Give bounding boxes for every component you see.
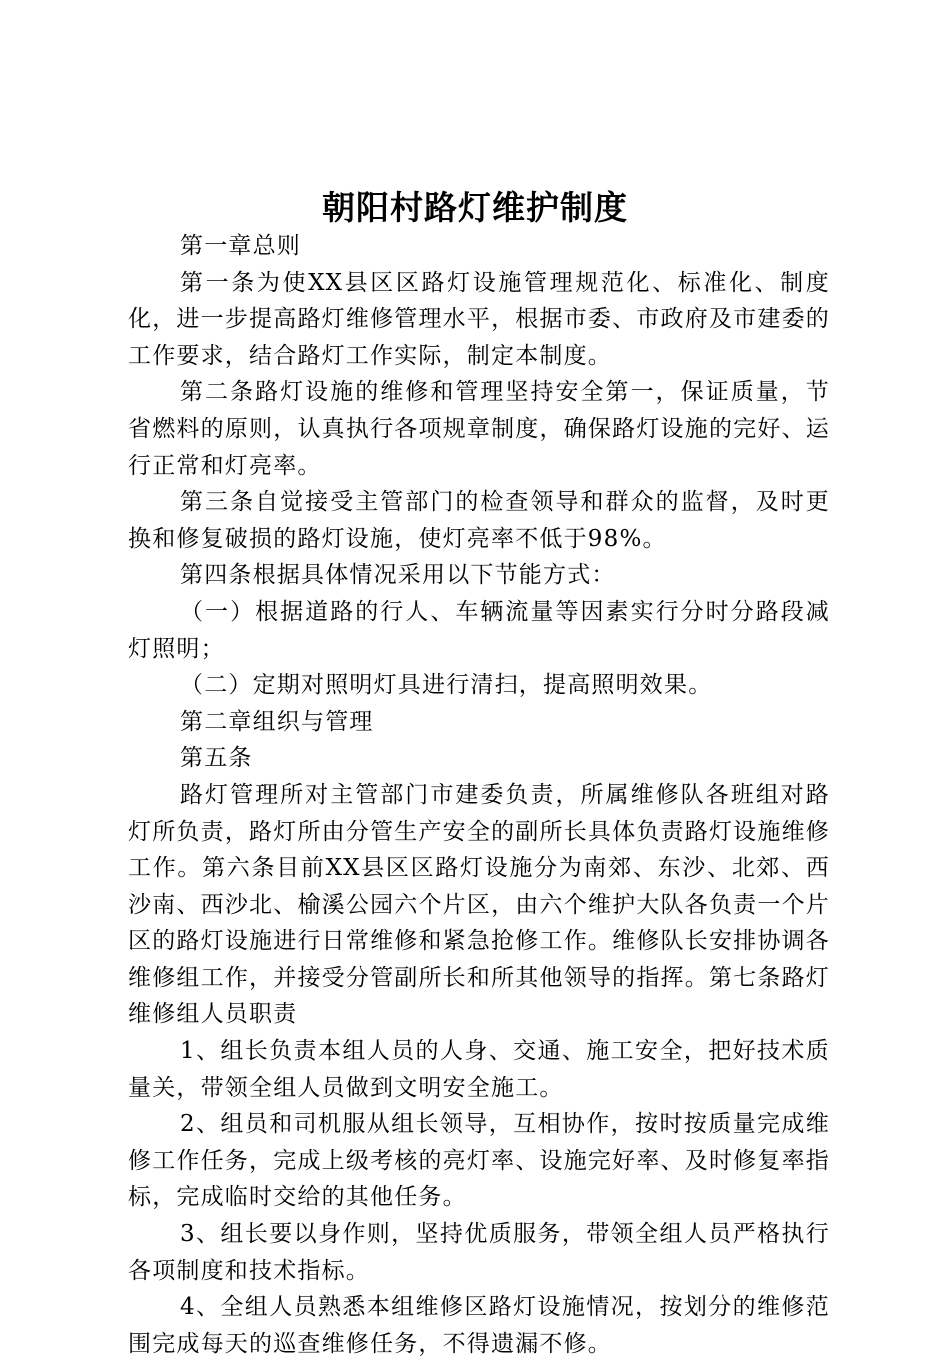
list-item: （二）定期对照明灯具进行清扫，提高照明效果。 bbox=[180, 672, 713, 699]
list-item: （一）根据道路的行人、车辆流量等因素实行分时分路段减灯照明； bbox=[128, 598, 830, 662]
article-paragraph: 第二条路灯设施的维修和管理坚持安全第一，保证质量，节省燃料的原则，认真执行各项规章制度，确保路灯设施的完好、运行正常和灯亮率。 bbox=[128, 379, 830, 479]
list-item: 4、全组人员熟悉本组维修区路灯设施情况，按划分的维修范围完成每天的巡查维修任务，不得遗漏不修。 bbox=[128, 1294, 830, 1357]
article-heading: 第五条 bbox=[180, 745, 253, 772]
chapter-heading: 第一章总则 bbox=[180, 233, 301, 259]
list-item: 3、组长要以身作则，坚持优质服务，带领全组人员严格执行各项制度和技术指标。 bbox=[128, 1221, 830, 1284]
article-paragraph: 第三条自觉接受主管部门的检查领导和群众的监督，及时更换和修复破损的路灯设施，使灯亮率不低于98%。 bbox=[128, 489, 830, 552]
article-paragraph: 路灯管理所对主管部门市建委负责，所属维修队各班组对路灯所负责，路灯所由分管生产安全的副所长具体负责路灯设施维修工作。第六条目前XX县区区路灯设施分为南郊、东沙、北郊、西沙南、西沙北、榆溪公园六个片区，由六个维护大队各负责一个片区的路灯设施进行日常维修和紧急抢修工作。维修队长安排协调各维修组工作，并接受分管副所长和所其他领导的指挥。第七条路灯维修组人员职责 bbox=[128, 781, 830, 1028]
list-item: 1、组长负责本组人员的人身、交通、施工安全，把好技术质量关，带领全组人员做到文明安全施工。 bbox=[128, 1038, 830, 1101]
document-body bbox=[128, 228, 830, 1362]
document-title: 朝阳村路灯维护制度 bbox=[322, 188, 628, 227]
list-item: 2、组员和司机服从组长领导，互相协作，按时按质量完成维修工作任务，完成上级考核的亮灯率、设施完好率、及时修复率指标，完成临时交给的其他任务。 bbox=[128, 1111, 830, 1211]
chapter-heading: 第二章组织与管理 bbox=[180, 708, 374, 735]
article-paragraph: 第一条为使XX县区区路灯设施管理规范化、标准化、制度化，进一步提高路灯维修管理水平，根据市委、市政府及市建委的工作要求，结合路灯工作实际，制定本制度。 bbox=[128, 269, 830, 369]
article-paragraph: 第四条根据具体情况采用以下节能方式： bbox=[180, 562, 616, 589]
